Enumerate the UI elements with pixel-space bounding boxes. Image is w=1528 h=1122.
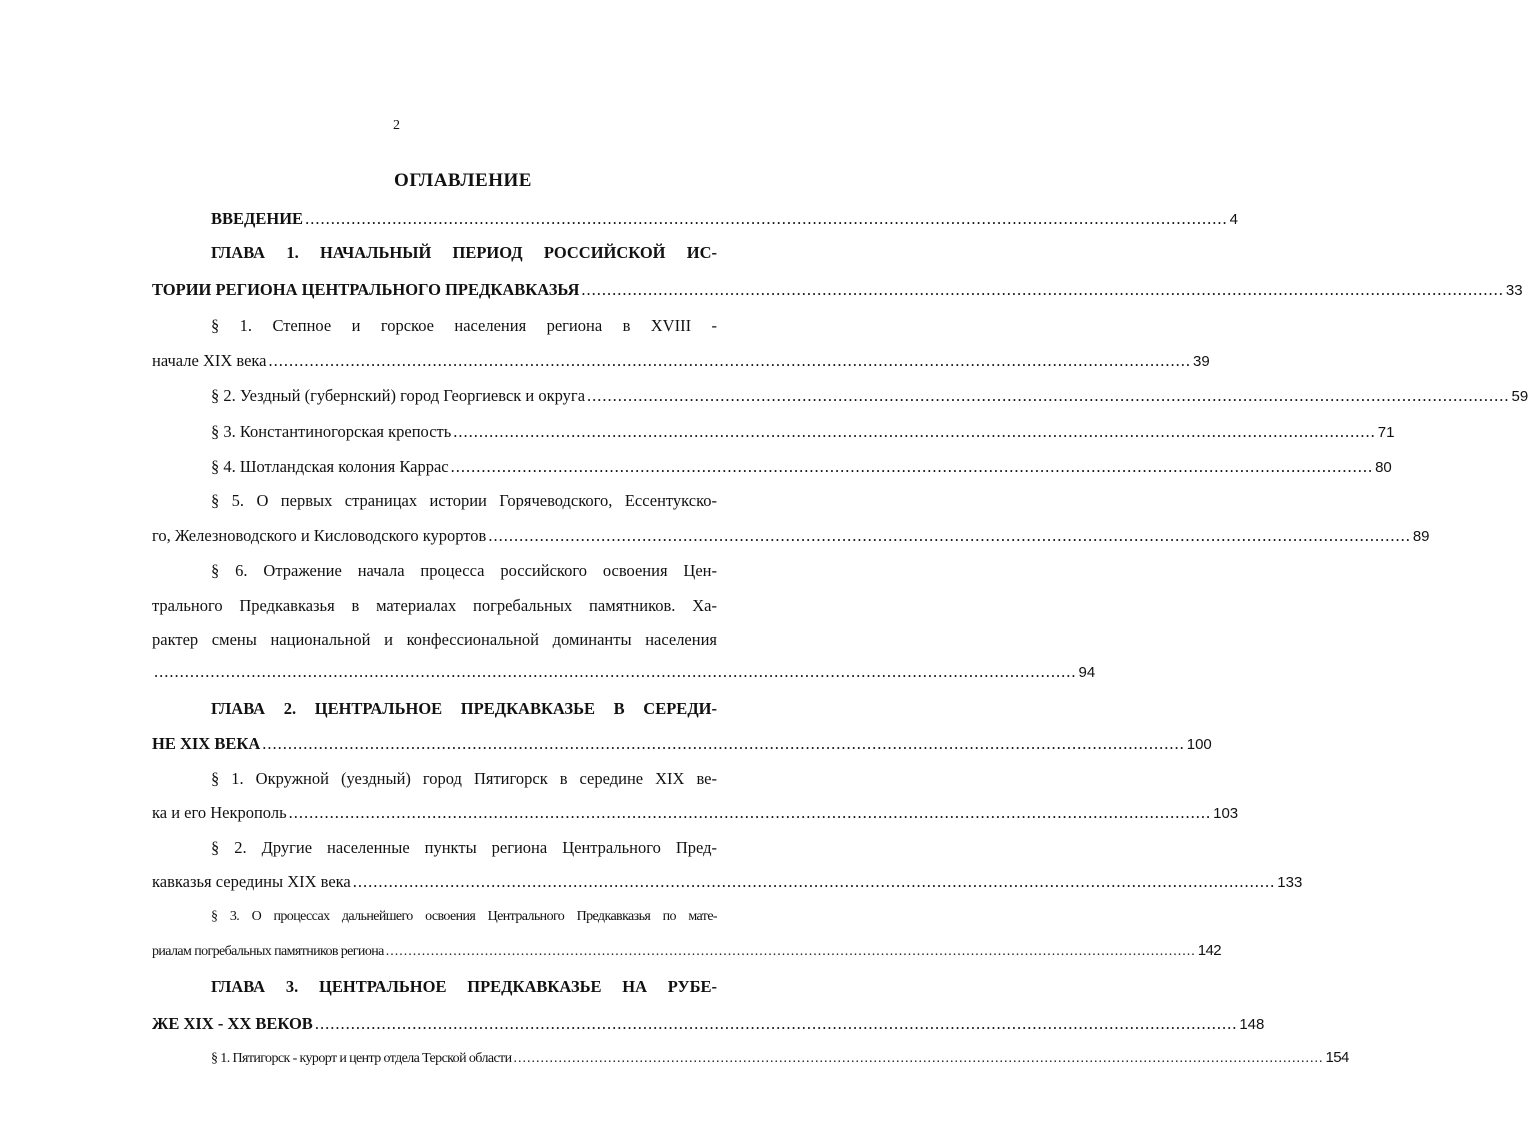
toc-entry-title: кавказья середины XIX века	[152, 872, 351, 891]
toc-section-1-1-line1[interactable]: § 1. Степное и горское населения региона в XVIII -	[211, 316, 717, 335]
toc-chapter-2-line1[interactable]: ГЛАВА 2. ЦЕНТРАЛЬНОЕ ПРЕДКАВКАЗЬЕ В СЕРЕДИ-	[211, 699, 717, 718]
toc-entry-title: ЖЕ XIX - XX ВЕКОВ	[152, 1014, 313, 1033]
toc-leader: ....................................................................................................................................................................................	[305, 209, 1228, 228]
toc-section-1-1-line2[interactable]	[152, 348, 1210, 374]
toc-leader: ....................................................................................................................................................................................	[268, 351, 1192, 370]
toc-section-2-2-line1[interactable]: § 2. Другие населенные пункты региона Центрального Пред-	[211, 838, 717, 857]
toc-section-3-1[interactable]	[211, 1045, 1349, 1071]
toc-entry-title: § 2. Уездный (губернский) город Георгиевск и округа	[211, 386, 586, 405]
toc-entry-title: НЕ XIX ВЕКА	[152, 734, 261, 753]
toc-section-2-2-line2[interactable]	[152, 869, 1303, 895]
toc-leader: ....................................................................................................................................................................................	[581, 280, 1504, 299]
toc-chapter-1-line2[interactable]	[152, 277, 1523, 303]
toc-page-number: 154	[1325, 1049, 1349, 1066]
toc-page-number: 94	[1078, 664, 1096, 681]
toc-leader: ....................................................................................................................................................................................	[352, 872, 1276, 891]
toc-leader: ....................................................................................................................................................................................	[262, 734, 1185, 753]
toc-page-number: 103	[1213, 805, 1239, 822]
toc-chapter-1-line1[interactable]: ГЛАВА 1. НАЧАЛЬНЫЙ ПЕРИОД РОССИЙСКОЙ ИС-	[211, 243, 717, 262]
toc-section-1-2[interactable]	[211, 383, 1528, 409]
toc-leader: ....................................................................................................................................................................................	[385, 944, 1196, 959]
toc-section-1-5-line2[interactable]	[152, 523, 1430, 549]
toc-section-2-3-line2[interactable]	[152, 938, 1221, 964]
toc-page-number: 142	[1197, 942, 1221, 959]
toc-page-number: 148	[1239, 1016, 1265, 1033]
toc-leader: ....................................................................................................................................................................................	[450, 457, 1374, 476]
toc-page-number: 39	[1193, 353, 1210, 370]
toc-page-number: 133	[1277, 874, 1303, 891]
toc-page-number: 89	[1412, 528, 1430, 545]
toc-section-1-6-line3[interactable]: рактер смены национальной и конфессиональной доминанты населения	[152, 630, 717, 649]
toc-section-1-6-line2[interactable]: трального Предкавказья в материалах погребальных памятников. Ха-	[152, 596, 717, 615]
toc-chapter-3-line2[interactable]	[152, 1011, 1265, 1037]
toc-chapter-3-line1[interactable]: ГЛАВА 3. ЦЕНТРАЛЬНОЕ ПРЕДКАВКАЗЬЕ НА РУБЕ-	[211, 977, 717, 996]
toc-leader: ....................................................................................................................................................................................	[587, 386, 1510, 405]
toc-section-2-1-line1[interactable]: § 1. Окружной (уездный) город Пятигорск в середине XIX ве-	[211, 769, 717, 788]
toc-page-number: 59	[1511, 388, 1528, 405]
toc-page-number: 100	[1186, 736, 1212, 753]
toc-section-2-1-line2[interactable]	[152, 800, 1239, 826]
toc-page-number: 4	[1229, 211, 1238, 228]
toc-leader: ....................................................................................................................................................................................	[288, 803, 1212, 822]
toc-page-number: 80	[1375, 459, 1392, 476]
toc-section-2-3-line1[interactable]: § 3. О процессах дальнейшего освоения Центрального Предкавказья по мате-	[211, 909, 717, 924]
toc-entry-title: ка и его Некрополь	[152, 803, 287, 822]
toc-entry-intro[interactable]	[211, 206, 1238, 232]
toc-leader: ....................................................................................................................................................................................	[314, 1014, 1238, 1033]
toc-leader: ....................................................................................................................................................................................	[154, 662, 1077, 681]
toc-section-1-4[interactable]	[211, 454, 1392, 480]
toc-entry-title: риалам погребальных памятников региона	[152, 944, 384, 959]
toc-page-number: 33	[1505, 282, 1523, 299]
toc-section-1-3[interactable]	[211, 419, 1395, 445]
toc-entry-title: начале XIX века	[152, 351, 267, 370]
toc-entry-title: ТОРИИ РЕГИОНА ЦЕНТРАЛЬНОГО ПРЕДКАВКАЗЬЯ	[152, 280, 580, 299]
toc-entry-title: § 3. Константиногорская крепость	[211, 422, 452, 441]
toc-leader: ....................................................................................................................................................................................	[488, 526, 1411, 545]
toc-page-number: 71	[1377, 424, 1395, 441]
toc-section-1-6-line1[interactable]: § 6. Отражение начала процесса российского освоения Цен-	[211, 561, 717, 580]
page-number: 2	[393, 118, 400, 133]
toc-chapter-2-line2[interactable]	[152, 731, 1212, 757]
toc-leader: ....................................................................................................................................................................................	[453, 422, 1376, 441]
toc-section-1-5-line1[interactable]: § 5. О первых страницах истории Горячеводского, Ессентукско-	[211, 491, 717, 510]
toc-entry-title: го, Железноводского и Кисловодского курортов	[152, 526, 487, 545]
toc-entry-title: § 1. Пятигорск - курорт и центр отдела Терской области	[211, 1051, 512, 1066]
toc-title: ОГЛАВЛЕНИЕ	[394, 170, 532, 191]
toc-entry-title: ВВЕДЕНИЕ	[211, 209, 304, 228]
toc-leader: ....................................................................................................................................................................................	[513, 1051, 1324, 1066]
toc-entry-title: § 4. Шотландская колония Каррас	[211, 457, 449, 476]
toc-section-1-6-line4[interactable]	[152, 659, 1096, 685]
